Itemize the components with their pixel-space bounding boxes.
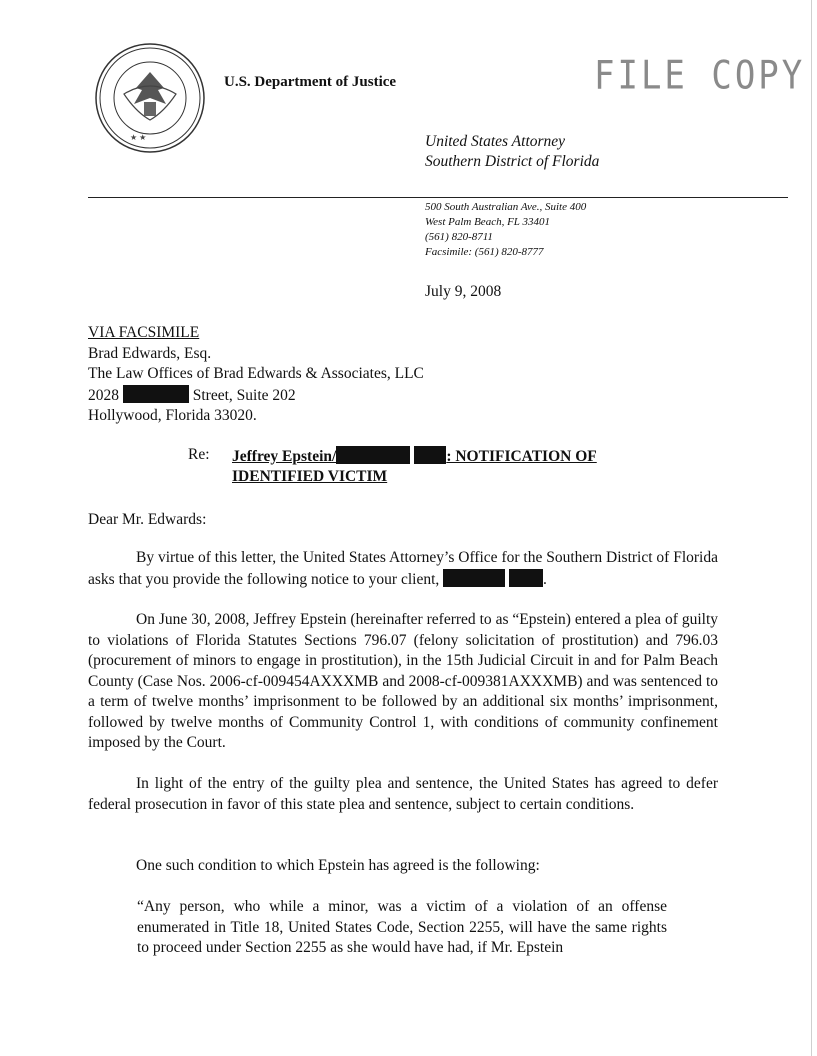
- department-name: U.S. Department of Justice: [224, 74, 397, 90]
- office-address: [425, 200, 586, 260]
- redaction: [336, 446, 410, 464]
- page-edge: [811, 0, 812, 1056]
- address-line-2: West Palm Beach, FL 33401: [425, 216, 550, 228]
- re-subject: Jeffrey Epstein/ : NOTIFICATION OF IDENTIFIED VICTIM: [232, 448, 597, 485]
- header-rule: [88, 197, 788, 198]
- fax-number: Facsimile: (561) 820-8777: [425, 246, 544, 258]
- svg-text:★ ★: ★ ★: [130, 133, 147, 142]
- quoted-condition: “Any person, who while a minor, was a victim of a violation of an offense enumerated in Title 18, United States Code, Section 2255, will have the same rights to proceed under Section 2255 as she would have had, if Mr. Epstein: [137, 898, 667, 956]
- redaction: [443, 569, 505, 587]
- recipient-block: [88, 323, 424, 427]
- salutation: Dear Mr. Edwards:: [88, 511, 207, 528]
- paragraph-3: In light of the entry of the guilty plea and sentence, the United States has agreed to defer federal prosecution in favor of this state plea and sentence, subject to certain conditions.: [88, 775, 718, 813]
- paragraph-1: By virtue of this letter, the United States Attorney’s Office for the Southern District of Florida asks that you provide the following notice to your client, .: [88, 549, 718, 588]
- office-title-block: [425, 132, 599, 172]
- recipient-name: Brad Edwards, Esq.: [88, 344, 212, 362]
- office-district: Southern District of Florida: [425, 153, 600, 170]
- letter-date: July 9, 2008: [425, 283, 502, 300]
- paragraph-2: On June 30, 2008, Jeffrey Epstein (hereinafter referred to as “Epstein) entered a plea of guilty to violations of Florida Statutes Sections 796.07 (felony solicitation of prostitution) and 796.03 (procurement of minors to engage in prostitution), in the 15th Judicial Circuit in and for Palm Beach County (Case Nos. 2006-cf-009454AXXXMB and 2008-cf-009381AXXXMB) and was sentenced to a term of twelve months’ imprisonment to be followed by an additional six months’ imprisonment, followed by twelve months of Community Control 1, with conditions of community confinement imposed by the Court.: [88, 611, 718, 751]
- phone-number: (561) 820-8711: [425, 231, 493, 243]
- re-subject-line-2: IDENTIFIED VICTIM: [232, 468, 388, 485]
- paragraph-4: One such condition to which Epstein has agreed is the following:: [136, 857, 540, 874]
- doj-seal-icon: [94, 42, 206, 154]
- recipient-firm: The Law Offices of Brad Edwards & Associates, LLC: [88, 365, 424, 382]
- office-title: United States Attorney: [425, 133, 566, 150]
- delivery-method: VIA FACSIMILE: [88, 324, 200, 341]
- file-copy-stamp: FILE COPY: [594, 53, 806, 99]
- address-line-1: 500 South Australian Ave., Suite 400: [425, 201, 587, 213]
- re-label: Re:: [188, 446, 210, 463]
- redaction: [123, 385, 189, 403]
- recipient-street: 2028 Street, Suite 202: [88, 386, 296, 404]
- redaction: [509, 569, 543, 587]
- recipient-city: Hollywood, Florida 33020.: [88, 407, 257, 424]
- redaction: [414, 446, 446, 464]
